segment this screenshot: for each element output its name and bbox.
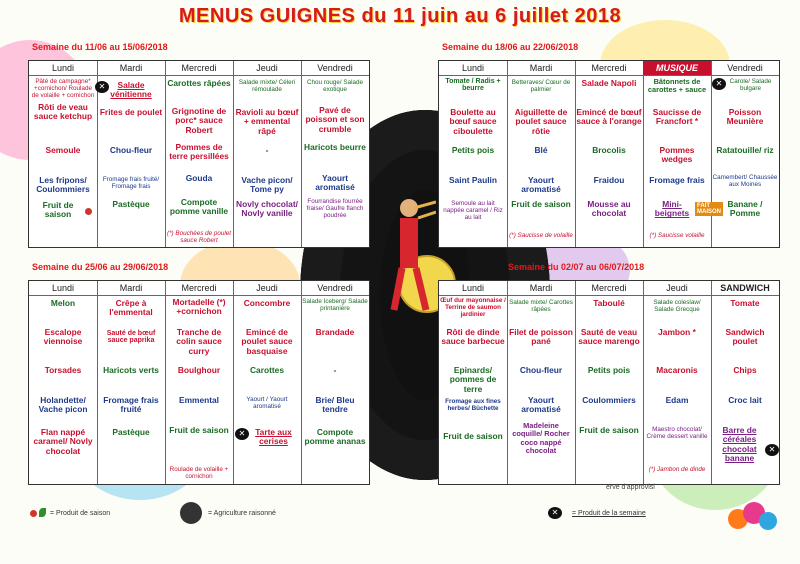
- week-1-title: Semaine du 11/06 au 15/06/2018: [32, 42, 168, 52]
- w1-head-jeudi: Jeudi: [233, 61, 302, 76]
- w1-col-vendredi: [301, 76, 369, 247]
- w4-head-sandwich: SANDWICH: [711, 281, 779, 296]
- menu-item: Yaourt aromatisé: [521, 395, 561, 415]
- w2-col-mardi: [507, 76, 576, 247]
- menu-item: Fruit de saison: [443, 431, 503, 441]
- menu-item: Blé: [534, 145, 548, 155]
- w3-col-mercredi: [165, 296, 234, 484]
- menu-item: Tomate: [730, 298, 760, 308]
- menu-item: Fromage frais fruité/ Fromage frais: [102, 176, 160, 190]
- menu-item: Salade Napoli: [581, 78, 637, 88]
- menu-item: Bâtonnets de carottes + sauce: [647, 77, 707, 94]
- menu-item: Chou-fleur: [109, 145, 153, 155]
- menu-item: Escalope viennoise: [43, 327, 83, 347]
- menu-item: Taboulé: [593, 298, 625, 308]
- menu-item: Betteraves/ Cœur de palmier: [511, 79, 571, 93]
- week-4-table: [438, 280, 780, 485]
- menu-item: Chou rouge/ Salade exotique: [306, 79, 363, 93]
- legend-semaine: = Produit de la semaine: [572, 510, 646, 517]
- w2-col-mercredi: [575, 76, 644, 247]
- w2-col-musique: [643, 76, 721, 247]
- menu-item: Sauté de veau sauce marengo: [578, 327, 640, 347]
- legend-agriculture: = Agriculture raisonné: [208, 510, 276, 517]
- w2-head-mercredi: Mercredi: [575, 61, 644, 76]
- cutlery-icon: ✕: [765, 444, 779, 456]
- menu-item: Epinards/ pommes de terre: [449, 365, 497, 394]
- menu-item: Fromage aux fines herbes/ Bûchette: [445, 398, 501, 412]
- menu-note: Roulade de volaille + cornichon: [169, 466, 229, 480]
- menu-item: Novly chocolat/ Novly vanille: [236, 199, 298, 219]
- menu-item: Fraidou: [593, 175, 625, 185]
- w4-head-mardi: Mardi: [507, 281, 576, 296]
- menu-item: Pavé de poisson et son crumble: [305, 105, 365, 134]
- menu-note: (*) Bouchées de poulet sauce Robert: [166, 230, 232, 244]
- menu-item: Concombre: [243, 298, 291, 308]
- w4-head-mercredi: Mercredi: [575, 281, 644, 296]
- w3-head-jeudi: Jeudi: [233, 281, 302, 296]
- w3-col-lundi: [29, 296, 98, 484]
- menu-item: Aiguillette de poulet sauce rôtie: [514, 107, 568, 136]
- menu-item: Chou-fleur: [519, 365, 563, 375]
- menu-item: Saint Paulin: [449, 175, 497, 185]
- menu-item: Crêpe à l'emmental: [109, 298, 153, 318]
- w4-col-sandwich: [711, 296, 779, 484]
- menu-note: (*) Saucisse volaille: [649, 232, 705, 239]
- menu-item: Yaourt aromatisé: [521, 175, 561, 195]
- menu-item: Les fripons/ Coulommiers: [36, 175, 90, 195]
- menu-item: Fruit de saison: [579, 425, 639, 435]
- page-title: MENUS GUIGNES du 11 juin au 6 juillet 2018: [178, 5, 622, 27]
- apple-icon: [85, 208, 92, 215]
- menu-item: Fruit de saison: [169, 425, 229, 435]
- w2-col-vendredi: [711, 76, 779, 247]
- w4-head-jeudi: Jeudi: [643, 281, 712, 296]
- menu-item: Gouda: [185, 173, 213, 183]
- menu-item: -: [333, 365, 337, 375]
- menu-item: Brie/ Bleu tendre: [315, 395, 355, 415]
- menu-item: Fruit de saison: [42, 200, 74, 220]
- w1-head-lundi: Lundi: [29, 61, 98, 76]
- menu-item: Carottes: [250, 365, 284, 375]
- menu-item: Pommes de terre persillées: [169, 142, 229, 162]
- menu-item: Boulghour: [177, 365, 221, 375]
- menu-item: Semoule au lait nappée caramel / Riz au lait: [443, 200, 503, 221]
- w4-col-mercredi: [575, 296, 644, 484]
- menu-item: Chips: [733, 365, 757, 375]
- menu-item: Salade mixte/ Céleri rémoulade: [238, 79, 296, 93]
- menu-item: Salade mixte/ Carottes râpées: [509, 299, 573, 313]
- w3-col-vendredi: [301, 296, 369, 484]
- menu-item: Yaourt / Yaourt aromatisé: [246, 396, 288, 410]
- menu-item: Petits pois: [587, 365, 631, 375]
- menu-item: Fruit de saison: [511, 199, 571, 209]
- w3-head-mardi: Mardi: [97, 281, 166, 296]
- menu-item: Haricots beurre: [304, 142, 366, 152]
- menu-item: Sandwich poulet: [725, 327, 765, 347]
- menu-item: Holandette/ Vache picon: [38, 395, 88, 415]
- week-3-table: [28, 280, 370, 485]
- w2-col-lundi: [439, 76, 508, 247]
- w1-head-mercredi: Mercredi: [165, 61, 234, 76]
- menu-item: Pastèque: [112, 199, 150, 209]
- w2-head-vendredi: Vendredi: [711, 61, 779, 76]
- menu-item: Flan nappé caramel/ Novly chocolat: [33, 427, 93, 456]
- legend-saison: = Produit de saison: [50, 510, 111, 517]
- w3-head-mercredi: Mercredi: [165, 281, 234, 296]
- menu-item: Madeleine coquille/ Rocher coco nappé chocolat: [512, 421, 570, 456]
- menu-item: Saucisse de Francfort *: [652, 107, 702, 127]
- cutlery-icon: ✕: [548, 507, 562, 519]
- menu-item: Mortadelle (*) +cornichon: [172, 297, 226, 317]
- menu-item: Carole/ Salade bulgare: [729, 78, 772, 92]
- w3-col-jeudi: [233, 296, 302, 484]
- menu-item: Grignotine de porc* sauce Robert: [171, 106, 227, 135]
- w3-col-mardi: [97, 296, 166, 484]
- menu-item: Rôti de dinde sauce barbecue: [441, 327, 505, 347]
- menu-item: Maestro chocolat/ Crème dessert vanille: [646, 426, 708, 440]
- menu-item: Macaronis: [656, 365, 698, 375]
- menu-item: Salade Iceberg/ Salade printanière: [302, 298, 368, 312]
- cutlery-icon: ✕: [712, 78, 726, 90]
- w4-col-lundi: [439, 296, 508, 484]
- menu-item: Barre de céréales chocolat banane: [722, 425, 757, 463]
- menu-item: Haricots verts: [103, 365, 159, 375]
- menu-item: Tarte aux cerises: [255, 427, 292, 447]
- menu-item: Pastèque: [112, 427, 150, 437]
- menu-item: Fromage frais: [649, 175, 705, 185]
- w1-head-vendredi: Vendredi: [301, 61, 369, 76]
- menu-item: Melon: [50, 298, 76, 308]
- menu-item: Poisson Meunière: [726, 107, 764, 127]
- menu-item: Carottes râpées: [167, 78, 231, 88]
- menu-note: (*) Jambon de dinde: [648, 466, 706, 473]
- menu-item: Compote pomme vanille: [169, 197, 229, 217]
- menu-item: Camembert/ Chaussée aux Moines: [712, 174, 778, 188]
- menu-item: Vache picon/ Tome py: [241, 175, 293, 195]
- menu-item: Edam: [665, 395, 689, 405]
- w4-col-mardi: [507, 296, 576, 484]
- week-2-title: Semaine du 18/06 au 22/06/2018: [442, 42, 579, 52]
- menu-item: Rôti de veau sauce ketchup: [33, 102, 93, 122]
- trombone-player-illustration: [378, 178, 436, 318]
- menu-item: Mousse au chocolat: [587, 199, 631, 219]
- menu-item: Croc lait: [728, 395, 762, 405]
- menu-item: Pâté de campagne* +cornichon/ Roulade de volaille + cornichon: [31, 78, 95, 99]
- menu-item: Ratatouille/ riz: [716, 145, 774, 155]
- w1-col-lundi: [29, 76, 98, 247]
- menu-item: Fromage frais fruité: [103, 395, 159, 415]
- w3-head-vendredi: Vendredi: [301, 281, 369, 296]
- w2-head-lundi: Lundi: [439, 61, 508, 76]
- w1-col-mercredi: [165, 76, 234, 247]
- menu-item: Semoule: [45, 145, 81, 155]
- leaf-icon: [39, 508, 46, 517]
- serve-note: erve d'approvisi: [606, 484, 655, 491]
- cutlery-icon: ✕: [235, 428, 249, 440]
- w1-head-mardi: Mardi: [97, 61, 166, 76]
- w2-head-mardi: Mardi: [507, 61, 576, 76]
- menu-item: Pommes wedges: [659, 145, 695, 165]
- menu-item: Torsades: [44, 365, 82, 375]
- menu-item: Coulommiers: [582, 395, 636, 405]
- ptits-gourmets-logo: [722, 497, 780, 535]
- menu-item: Filet de poisson pané: [509, 327, 573, 347]
- week-3-title: Semaine du 25/06 au 29/06/2018: [32, 262, 169, 272]
- week-1-table: [28, 60, 370, 248]
- w3-head-lundi: Lundi: [29, 281, 98, 296]
- menu-item: Banane / Pomme: [727, 199, 763, 219]
- w4-head-lundi: Lundi: [439, 281, 508, 296]
- menu-item: Salade coleslaw/ Salade Grecque: [653, 299, 701, 313]
- agriculture-icon: [180, 502, 202, 524]
- menu-item: Emincé de bœuf sauce à l'orange: [576, 107, 642, 127]
- menu-item: Salade vénitienne: [110, 80, 152, 100]
- menu-item: Sauté de bœuf sauce paprika: [106, 330, 156, 344]
- menu-item: Yaourt aromatisé: [315, 173, 355, 193]
- menu-item: Emmental: [178, 395, 220, 405]
- w4-col-jeudi: [643, 296, 712, 484]
- menu-note: (*) Saucisse de volaille: [509, 232, 573, 239]
- menu-item: Compote pomme ananas: [304, 427, 366, 447]
- menu-item: Œuf dur mayonnaise / Terrine de saumon jardinier: [440, 297, 506, 318]
- menu-item: Jambon *: [658, 327, 696, 337]
- w1-col-jeudi: [233, 76, 302, 247]
- cutlery-icon: ✕: [95, 81, 109, 93]
- menu-item: Brandade: [315, 327, 355, 337]
- fait-maison-badge: FAIT MAISON: [697, 203, 721, 215]
- apple-icon: [30, 510, 37, 517]
- menu-item: Fourrandise fourrée fraise/ Gaufre flanch poudrée: [306, 198, 364, 219]
- week-4-title: Semaine du 02/07 au 06/07/2018: [508, 262, 645, 272]
- menu-item: Emincé de poulet sauce basquaise: [241, 327, 293, 356]
- menu-item: Tranche de colin sauce curry: [176, 327, 222, 356]
- menu-item: Tomate / Radis + beurre: [445, 78, 501, 92]
- menu-item: Brocolis: [592, 145, 626, 155]
- menu-item: Frites de poulet: [99, 107, 163, 117]
- menu-item: Petits pois: [451, 145, 495, 155]
- menu-item: Mini-beignets: [654, 199, 690, 219]
- w1-col-mardi: [97, 76, 166, 247]
- menu-item: Ravioli au bœuf + emmental râpé: [235, 107, 299, 136]
- week-2-table: [438, 60, 780, 248]
- menu-item: Boulette au bœuf sauce ciboulette: [449, 107, 497, 136]
- menu-item: -: [265, 145, 269, 155]
- w2-head-musique: MUSIQUE: [643, 61, 712, 76]
